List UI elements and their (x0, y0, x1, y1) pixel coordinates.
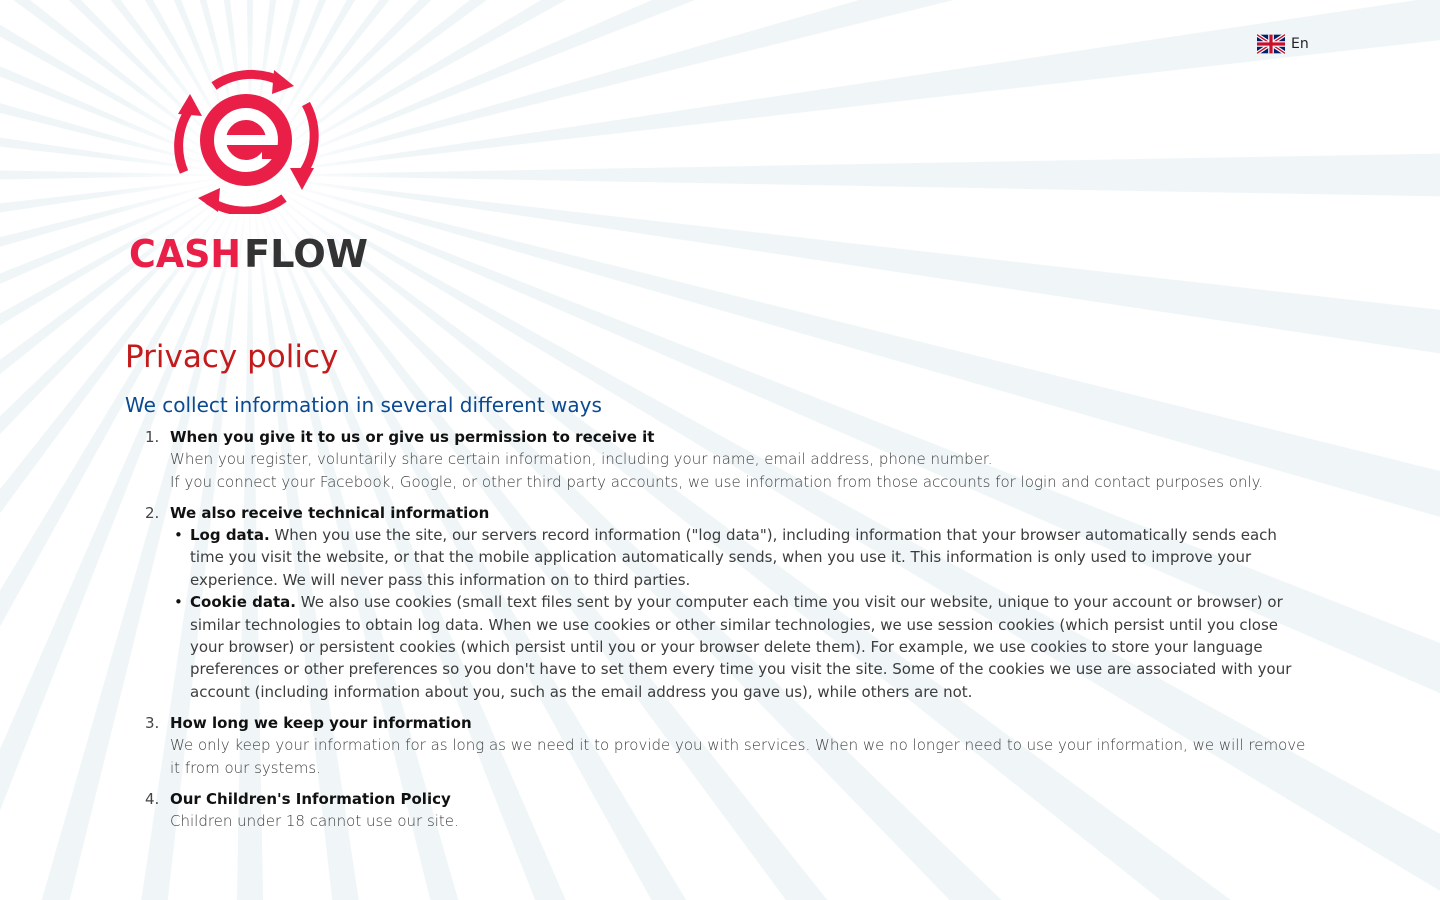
language-label: En (1291, 36, 1309, 52)
sub-item-text: When you use the site, our servers record information ("log data"), including information that your browser automatically sends each time you visit the website, or that the mobile application automatically sends, when you use it. This information is only used to improve your experience. We will never pass this information on to third parties. (190, 526, 1277, 589)
item-number: 4. (145, 790, 160, 809)
sub-item-log-data (174, 524, 1310, 591)
item-title: We also receive technical information (170, 504, 490, 522)
item-title: Our Children's Information Policy (170, 790, 451, 809)
item-title: How long we keep your information (170, 714, 472, 733)
item-paragraph: If you connect your Facebook, Google, or other third party accounts, we use information from those accounts for login and contact purposes only. (170, 472, 1264, 491)
policy-item-3 (145, 712, 1310, 779)
sub-item-cookie-data (174, 591, 1310, 703)
item-title: When you give it to us or give us permission to receive it (170, 428, 655, 446)
bullet-icon: • (174, 526, 183, 544)
page-title: Privacy policy (125, 339, 339, 375)
logo-word-flow: FLOW (244, 232, 368, 274)
cashflow-logo[interactable] (128, 64, 372, 274)
section-title: We collect information in several different ways (125, 393, 602, 417)
bullet-icon: • (174, 593, 183, 612)
item-number: 1. (145, 428, 160, 446)
policy-item-1 (145, 426, 1310, 493)
policy-list (125, 426, 1310, 833)
language-switcher[interactable] (1257, 34, 1309, 54)
item-paragraph: When you register, voluntarily share certain information, including your name, email address, phone number. (170, 450, 993, 468)
policy-content (125, 336, 1310, 842)
technical-info-list (170, 524, 1310, 703)
item-number: 2. (145, 504, 160, 522)
policy-item-2 (145, 502, 1310, 703)
item-number: 3. (145, 714, 160, 733)
uk-flag-icon (1257, 34, 1285, 54)
sub-item-text: We also use cookies (small text files sent by your computer each time you visit our website, unique to your account or browser) or similar technologies to obtain log data. When we use cookies or other similar technologies, we use session cookies (which persist until you close your browser) or persistent cookies (which persist until you or your browser delete them). For example, we use cookies to store your language preferences or other preferences so you don't have to set them every time you visit the site. Some of the cookies we use are associated with your account (including information about you, such as the email address you gave us), while others are not. (190, 593, 1292, 701)
sub-item-title: Log data. (190, 526, 270, 544)
item-paragraph: Children under 18 cannot use our site. (170, 812, 459, 831)
sub-item-title: Cookie data. (190, 593, 296, 612)
cashflow-logo-mark (174, 64, 322, 214)
policy-item-4 (145, 788, 1310, 833)
item-paragraph: We only keep your information for as long as we need it to provide you with services. When we no longer need to use your information, we will remove it from our systems. (170, 736, 1306, 777)
cashflow-wordmark (128, 232, 372, 274)
logo-word-cash: CASH (129, 232, 241, 274)
